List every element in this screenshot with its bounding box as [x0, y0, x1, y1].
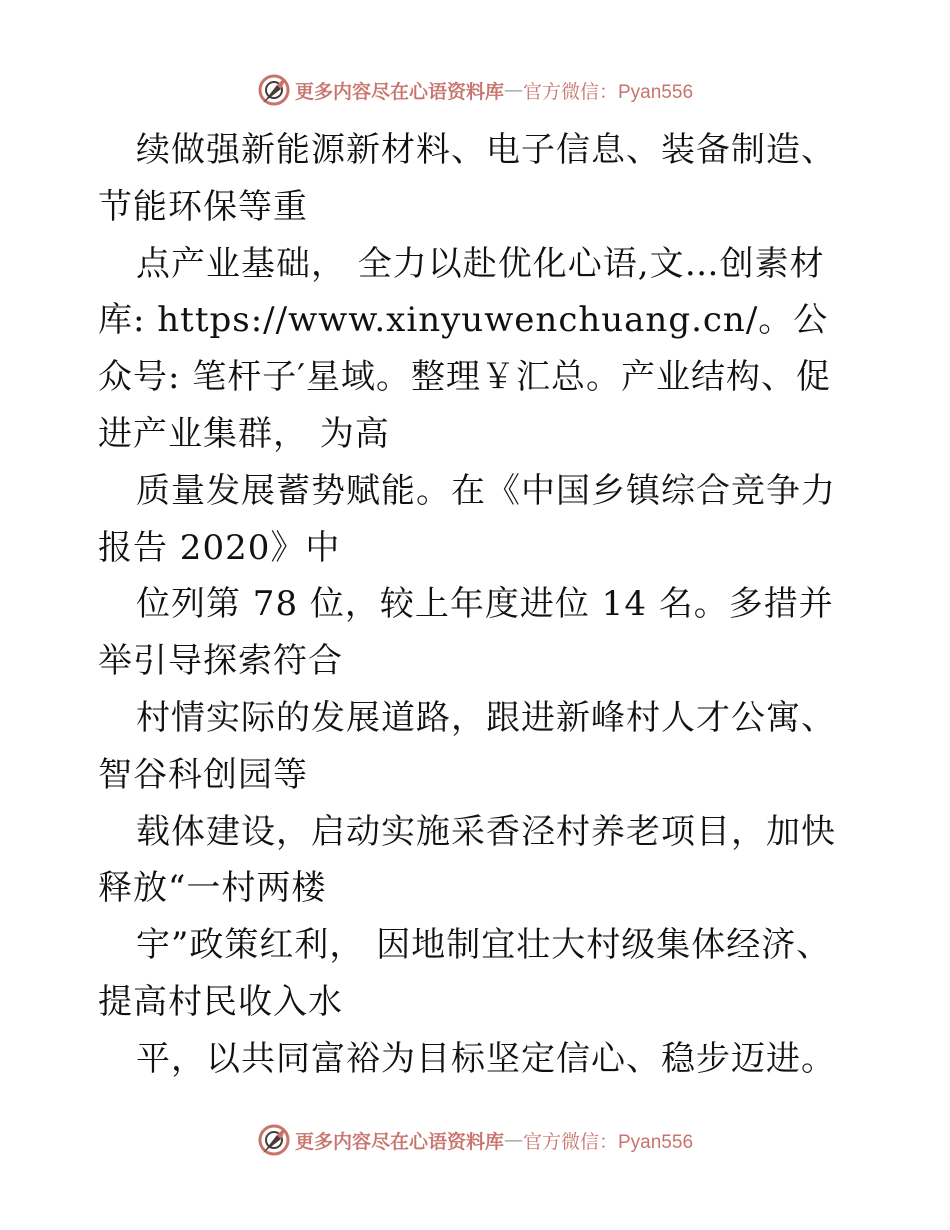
- paragraph: 平，以共同富裕为目标坚定信心、稳步迈进。: [136, 1038, 836, 1079]
- banner-separator: —: [504, 79, 523, 101]
- paragraph: 村情实际的发展道路，跟进新峰村人才公寓、智谷科创园等: [98, 697, 836, 795]
- document-body: [98, 122, 858, 1088]
- banner-lead-text: 更多内容尽在心语资料库: [294, 80, 504, 103]
- paragraph: 位列第 78 位，较上年度进位 14 名。多措并举引导探索符合: [98, 584, 834, 682]
- banner-wechat-text: 官方微信：Pyan556: [523, 81, 694, 103]
- paragraph: 续做强新能源新材料、电子信息、装备制造、节能环保等重: [98, 130, 836, 227]
- banner-separator: —: [504, 1129, 523, 1151]
- paragraph: 载体建设，启动实施采香泾村养老项目，加快释放“一村两楼: [98, 811, 836, 909]
- banner-wechat-text: 官方微信：Pyan556: [523, 1131, 694, 1153]
- header-banner: [0, 70, 950, 110]
- pen-logo-icon: [257, 73, 291, 107]
- paragraph: 宇”政策红利， 因地制宜壮大村级集体经济、提高村民收入水: [98, 925, 832, 1022]
- paragraph: 质量发展蓄势赋能。在《中国乡镇综合竞争力报告 2020》中: [98, 470, 836, 568]
- paragraph: 点产业基础， 全力以赴优化心语,文…创素材库: https://www.xinyuwenchuang.cn/。公众号: 笔杆子′星域。整理￥汇总。产业结构、促进产业集群， 为高: [98, 243, 831, 454]
- banner-lead-text: 更多内容尽在心语资料库: [294, 1130, 504, 1153]
- pen-logo-icon: [257, 1123, 291, 1157]
- footer-banner: [0, 1120, 950, 1160]
